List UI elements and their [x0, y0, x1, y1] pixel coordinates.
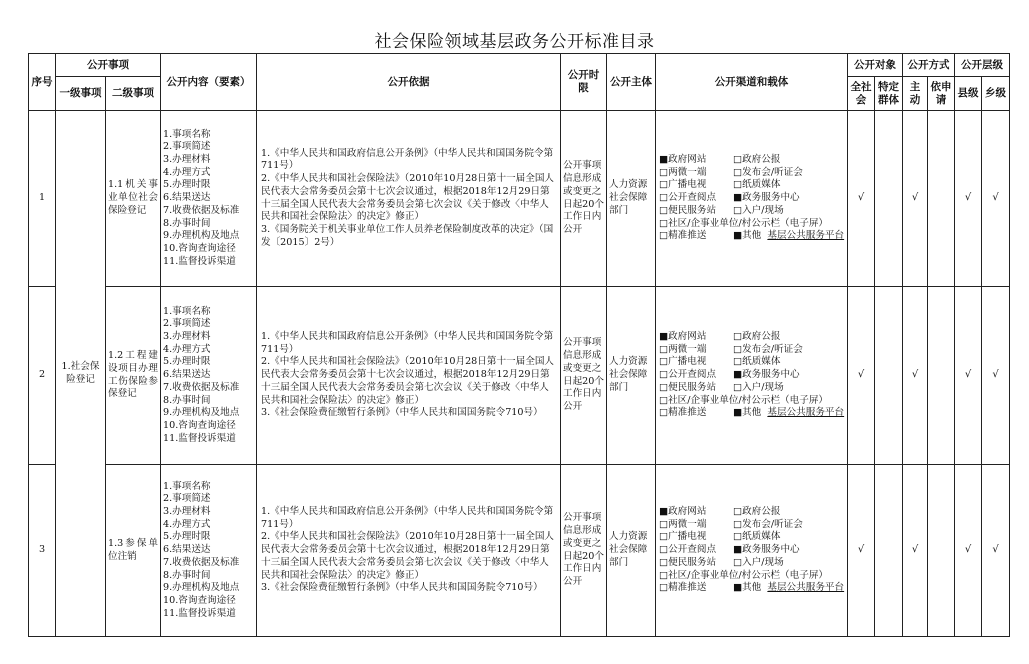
header-content: 公开内容（要素）	[161, 54, 257, 111]
basis-item: 1.《中华人民共和国政府信息公开条例》（中华人民共和国国务院令第711号）	[261, 331, 554, 355]
check-level-town: √	[982, 287, 1010, 465]
basis-item: 2.《中华人民共和国社会保险法》（2010年10月28日第十一届全国人民代表大会常务委员会第十七次会议通过，根据2018年12月29日第十三届全国人民代表大会常务委员会第七次会议《关于修改〈中华人民共和国社会保险法〉的决定》修正）	[261, 531, 555, 581]
header-level-town: 乡级	[982, 77, 1010, 111]
check-method-active: √	[903, 287, 928, 465]
content-item: 2.事项简述	[163, 493, 211, 505]
channel-option: □纸质媒体	[733, 179, 781, 191]
time-limit-cell: 公开事项信息形成或变更之日起20个工作日内公开	[561, 287, 607, 465]
content-item: 11.监督投诉渠道	[163, 432, 236, 444]
channel-push: □精准推送	[659, 230, 707, 242]
header-method-request: 依申请	[928, 77, 955, 111]
check-method-request	[928, 111, 955, 287]
channels-cell	[656, 465, 848, 637]
basis-item: 1.《中华人民共和国政府信息公开条例》（中华人民共和国国务院令第711号）	[261, 147, 554, 172]
channel-option: □公开查阅点	[659, 369, 717, 381]
channel-option: □入户/现场	[733, 381, 784, 393]
check-level-county: √	[955, 287, 982, 465]
content-item: 1.事项名称	[163, 305, 211, 317]
content-item: 3.办理材料	[163, 331, 211, 343]
channel-option: □公开查阅点	[659, 544, 717, 556]
channel-option: ■政府网站	[659, 506, 707, 518]
channel-option: □纸质媒体	[733, 531, 781, 543]
check-method-active: √	[903, 465, 928, 637]
content-item: 4.办理方式	[163, 343, 211, 355]
subject-cell: 人力资源社会保障部门	[607, 111, 656, 287]
channel-option: □便民服务站	[659, 556, 717, 568]
table-row	[29, 465, 1010, 637]
channel-other-value: 基层公共服务平台	[767, 230, 845, 242]
header-target: 公开对象	[848, 54, 903, 77]
channel-option: □政府公报	[733, 506, 781, 518]
check-target-specific	[875, 287, 903, 465]
channel-push: □精准推送	[659, 407, 707, 419]
channel-option: □广播电视	[659, 179, 707, 191]
channel-option: □入户/现场	[733, 204, 784, 216]
channel-option: □两微一端	[659, 343, 707, 355]
content-item: 6.结果送达	[163, 192, 211, 204]
content-item: 5.办理时限	[163, 531, 211, 543]
channel-option: □便民服务站	[659, 381, 717, 393]
channel-community: □社区/企事业单位/村公示栏（电子屏）	[659, 569, 829, 581]
channel-other: ■其他	[733, 230, 762, 242]
check-target-all: √	[848, 287, 875, 465]
check-level-town: √	[982, 465, 1010, 637]
basis-item: 3.《社会保险费征缴暂行条例》（中华人民共和国国务院令710号）	[261, 407, 543, 419]
header-seq: 序号	[29, 54, 56, 111]
channel-option: □便民服务站	[659, 204, 717, 216]
channels-cell	[656, 287, 848, 465]
content-item: 1.事项名称	[163, 480, 211, 492]
row-seq: 3	[29, 465, 56, 637]
header-target-all: 全社会	[848, 77, 875, 111]
table-row	[29, 287, 1010, 465]
channel-option: □两微一端	[659, 166, 707, 178]
check-method-request	[928, 465, 955, 637]
content-item: 7.收费依据及标准	[163, 204, 240, 216]
content-item: 11.监督投诉渠道	[163, 607, 236, 619]
basis-cell	[257, 111, 561, 287]
content-item: 3.办理材料	[163, 506, 211, 518]
check-target-all: √	[848, 465, 875, 637]
content-item: 6.结果送达	[163, 544, 211, 556]
header-target-specific: 特定群体	[875, 77, 903, 111]
channel-option: □广播电视	[659, 356, 707, 368]
channel-option: □发布会/听证会	[733, 518, 803, 530]
channel-other-value: 基层公共服务平台	[767, 407, 845, 419]
channel-other-value: 基层公共服务平台	[767, 582, 845, 594]
content-item: 8.办事时间	[163, 394, 211, 406]
check-level-county: √	[955, 111, 982, 287]
content-items	[161, 465, 257, 637]
page-title: 社会保险领域基层政务公开标准目录	[374, 32, 655, 52]
row-seq: 1	[29, 111, 56, 287]
channel-other: ■其他	[733, 407, 762, 419]
basis-cell	[257, 287, 561, 465]
content-item: 7.收费依据及标准	[163, 556, 240, 568]
content-item: 2.事项简述	[163, 141, 211, 153]
header-method-active: 主动	[903, 77, 928, 111]
content-item: 8.办事时间	[163, 217, 211, 229]
content-item: 5.办理时限	[163, 179, 211, 191]
header-level1: 一级事项	[56, 77, 106, 111]
content-item: 5.办理时限	[163, 356, 211, 368]
content-item: 1.事项名称	[163, 128, 211, 140]
basis-item: 2.《中华人民共和国社会保险法》（2010年10月28日第十一届全国人民代表大会常务委员会第十七次会议通过，根据2018年12月29日第十三届全国人民代表大会常务委员会第七次会议《关于修改〈中华人民共和国社会保险法〉的决定》修正）	[261, 356, 555, 406]
content-item: 11.监督投诉渠道	[163, 255, 236, 267]
header-time-limit: 公开时限	[561, 54, 607, 111]
content-item: 4.办理方式	[163, 518, 211, 530]
content-item: 10.咨询查询途径	[163, 242, 236, 254]
channel-option: ■政务服务中心	[733, 192, 800, 204]
header-basis: 公开依据	[257, 54, 561, 111]
content-item: 2.事项简述	[163, 318, 211, 330]
level2-item: 1.2工程建设项目办理工伤保险参保登记	[106, 287, 161, 465]
header-method: 公开方式	[903, 54, 955, 77]
channel-option: ■政府网站	[659, 331, 707, 343]
channel-option: ■政务服务中心	[733, 369, 800, 381]
content-item: 3.办理材料	[163, 154, 211, 166]
content-items	[161, 111, 257, 287]
channel-option: □两微一端	[659, 518, 707, 530]
check-method-request	[928, 287, 955, 465]
level2-item: 1.1机关事业单位社会保险登记	[106, 111, 161, 287]
time-limit-cell: 公开事项信息形成或变更之日起20个工作日内公开	[561, 111, 607, 287]
channel-option: □广播电视	[659, 531, 707, 543]
content-item: 6.结果送达	[163, 369, 211, 381]
content-item: 9.办理机构及地点	[163, 582, 240, 594]
header-level2: 二级事项	[106, 77, 161, 111]
content-item: 9.办理机构及地点	[163, 230, 240, 242]
header-level: 公开层级	[955, 54, 1010, 77]
content-item: 10.咨询查询途径	[163, 419, 236, 431]
level1-item: 1.社会保险登记	[56, 111, 106, 637]
channel-option: ■政府网站	[659, 154, 707, 166]
channel-option: □入户/现场	[733, 556, 784, 568]
table-row	[29, 111, 1010, 287]
basis-item: 1.《中华人民共和国政府信息公开条例》（中华人民共和国国务院令第711号）	[261, 506, 554, 530]
basis-item: 3.《国务院关于机关事业单位工作人员养老保险制度改革的决定》（国发〔2015〕2号）	[261, 223, 554, 248]
channel-other: ■其他	[733, 582, 762, 594]
channels-cell	[656, 111, 848, 287]
channel-option: □发布会/听证会	[733, 343, 803, 355]
subject-cell: 人力资源社会保障部门	[607, 465, 656, 637]
check-level-town: √	[982, 111, 1010, 287]
subject-cell: 人力资源社会保障部门	[607, 287, 656, 465]
check-method-active: √	[903, 111, 928, 287]
check-target-all: √	[848, 111, 875, 287]
content-item: 8.办事时间	[163, 569, 211, 581]
header-channels: 公开渠道和载体	[656, 54, 848, 111]
basis-cell	[257, 465, 561, 637]
content-item: 7.收费依据及标准	[163, 381, 240, 393]
time-limit-cell: 公开事项信息形成或变更之日起20个工作日内公开	[561, 465, 607, 637]
content-item: 10.咨询查询途径	[163, 594, 236, 606]
level2-item: 1.3参保单位注销	[106, 465, 161, 637]
content-item: 4.办理方式	[163, 166, 211, 178]
check-target-specific	[875, 465, 903, 637]
channel-option: □政府公报	[733, 331, 781, 343]
channel-option: □政府公报	[733, 154, 781, 166]
header-subject: 公开主体	[607, 54, 656, 111]
content-item: 9.办理机构及地点	[163, 407, 240, 419]
check-target-specific	[875, 111, 903, 287]
basis-item: 3.《社会保险费征缴暂行条例》（中华人民共和国国务院令710号）	[261, 582, 543, 594]
disclosure-table	[28, 53, 1010, 637]
channel-option: □公开查阅点	[659, 192, 717, 204]
channel-community: □社区/企事业单位/村公示栏（电子屏）	[659, 217, 829, 229]
channel-push: □精准推送	[659, 582, 707, 594]
content-items	[161, 287, 257, 465]
channel-option: □发布会/听证会	[733, 166, 803, 178]
channel-option: ■政务服务中心	[733, 544, 800, 556]
check-level-county: √	[955, 465, 982, 637]
channel-community: □社区/企事业单位/村公示栏（电子屏）	[659, 394, 829, 406]
channel-option: □纸质媒体	[733, 356, 781, 368]
basis-item: 2.《中华人民共和国社会保险法》（2010年10月28日第十一届全国人民代表大会常务委员会第十七次会议通过，根据2018年12月29日第十三届全国人民代表大会常务委员会第七次会议《关于修改〈中华人民共和国社会保险法〉的决定》修正）	[261, 173, 555, 223]
row-seq: 2	[29, 287, 56, 465]
header-level-county: 县级	[955, 77, 982, 111]
header-public-items: 公开事项	[56, 54, 161, 77]
